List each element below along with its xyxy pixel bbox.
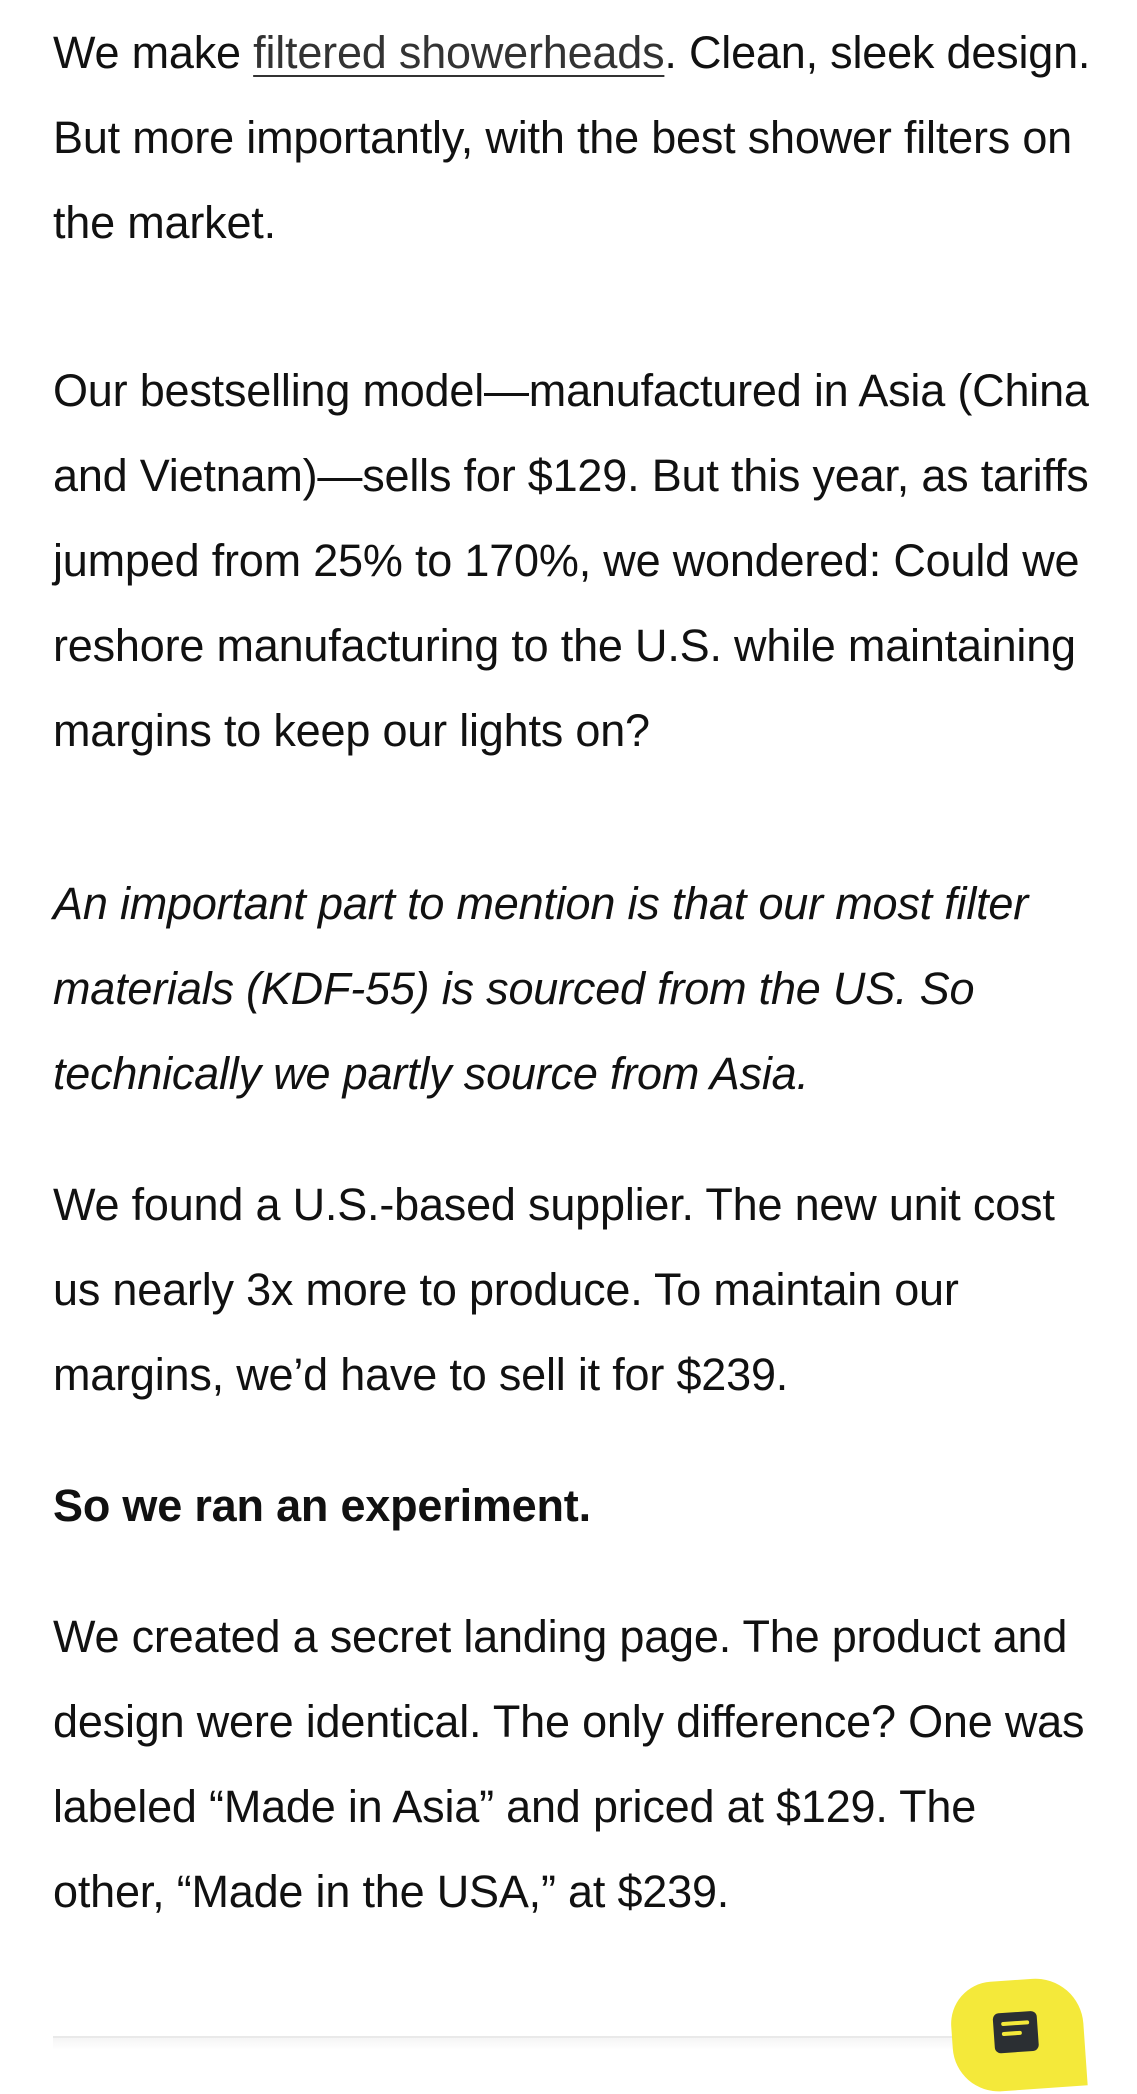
intro-text-before-link: We make xyxy=(53,27,254,78)
paragraph-bestselling-model: Our bestselling model—manufactured in Asia (China and Vietnam)—sells for $129. But this year, as tariffs jumped from 25% to 170%, we wondered: Could we reshore manufacturing to the U.S. while maintaining margins to keep our lights on? xyxy=(53,365,1089,756)
paragraph-landing-page: We created a secret landing page. The product and design were identical. The only difference? One was labeled “Made in Asia” and priced at $129. The other, “Made in the USA,” at $239. xyxy=(53,1611,1085,1917)
floating-chat-button[interactable] xyxy=(948,1976,1087,2094)
paragraph-sourcing-note: An important part to mention is that our most filter materials (KDF-55) is sourced from the US. So technically we partly source from Asia. xyxy=(53,878,1029,1099)
paragraph-us-supplier: We found a U.S.-based supplier. The new unit cost us nearly 3x more to produce. To maintain our margins, we’d have to sell it for $239. xyxy=(53,1179,1055,1400)
chat-icon xyxy=(992,2011,1039,2054)
article-body xyxy=(53,0,1093,1934)
paragraph-intro xyxy=(53,10,1093,265)
filtered-showerheads-link[interactable]: filtered showerheads xyxy=(253,27,665,78)
paragraph-experiment-heading: So we ran an experiment. xyxy=(53,1480,591,1531)
intro-text-after-link: . Clean, sleek design. But more importantly, with the best shower filters on the market. xyxy=(53,27,1091,248)
